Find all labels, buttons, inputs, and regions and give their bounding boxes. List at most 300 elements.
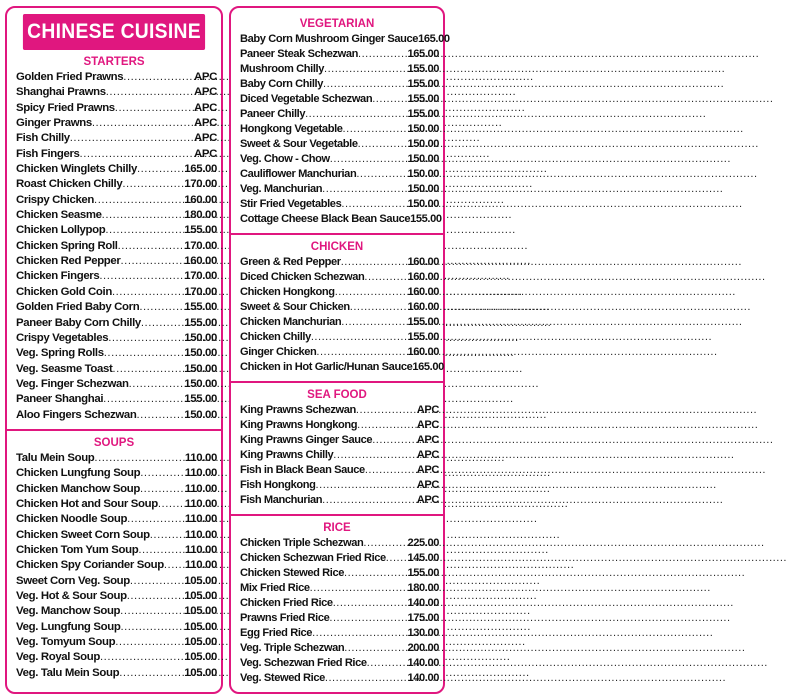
menu-item	[16, 254, 217, 269]
item-price: 155.00	[184, 393, 217, 406]
dot-leader	[367, 656, 408, 671]
menu-item	[16, 147, 217, 162]
dot-leader	[100, 650, 184, 665]
dot-leader	[129, 377, 185, 392]
item-name: Chicken Fingers	[16, 270, 100, 283]
menu-item	[240, 47, 439, 62]
dot-leader	[120, 604, 184, 619]
dot-leader	[333, 596, 408, 611]
dot-leader	[386, 551, 408, 566]
item-price: 165.00	[412, 361, 444, 373]
dot-leader	[341, 315, 407, 330]
dot-leader	[305, 107, 407, 122]
item-price: 160.00	[407, 346, 439, 358]
dot-leader	[333, 448, 416, 463]
menu-item	[16, 239, 217, 254]
item-price: 150.00	[407, 123, 439, 135]
item-price: 160.00	[184, 193, 217, 206]
menu-item	[240, 671, 439, 686]
menu-item	[16, 497, 217, 512]
menu-item	[240, 255, 439, 270]
menu-item	[16, 392, 217, 407]
menu-item	[240, 300, 439, 315]
menu-item	[16, 346, 217, 361]
item-name: Chicken Spring Roll	[16, 239, 118, 252]
item-price: APC	[416, 404, 439, 416]
item-name: Sweet Corn Veg. Soup	[16, 574, 130, 587]
item-price: 110.00	[184, 482, 217, 495]
menu-item	[240, 478, 439, 493]
item-price: 140.00	[407, 657, 439, 669]
item-name: Crispy Chicken	[16, 193, 95, 206]
dot-leader	[115, 101, 194, 116]
dot-leader	[105, 223, 184, 238]
item-name: Chicken Lungfung Soup	[16, 467, 141, 480]
menu-item	[16, 451, 217, 466]
menu-item	[240, 433, 439, 448]
item-name: Baby Corn Chilly	[240, 78, 323, 90]
dot-leader	[356, 167, 407, 182]
item-name: Veg. Finger Schezwan	[16, 377, 129, 390]
menu-item	[240, 77, 439, 92]
dot-leader	[94, 451, 184, 466]
dot-leader	[344, 641, 407, 656]
menu-item	[16, 285, 217, 300]
item-price: APC	[194, 117, 217, 130]
item-price: 110.00	[184, 513, 217, 526]
item-price: APC	[194, 147, 217, 160]
item-price: 225.00	[407, 537, 439, 549]
item-price: 155.00	[407, 63, 439, 75]
dot-leader	[158, 497, 185, 512]
menu-item	[16, 131, 217, 146]
menu-item	[16, 193, 217, 208]
item-price: 105.00	[184, 651, 217, 664]
item-name: Fish Manchurian	[240, 494, 323, 506]
menu-item	[240, 137, 439, 152]
item-price: 105.00	[184, 666, 217, 679]
item-name: Stir Fried Vegetables	[240, 198, 342, 210]
item-price: 165.00	[407, 48, 439, 60]
section-heading-chicken: CHICKEN	[310, 241, 364, 253]
menu-item	[240, 551, 439, 566]
item-name: Baby Corn Mushroom Ginger Sauce	[240, 33, 419, 45]
menu-item	[240, 107, 439, 122]
item-name: Cauliflower Manchurian	[240, 168, 357, 180]
dot-leader	[311, 330, 408, 345]
section-divider	[231, 233, 443, 235]
item-price: 150.00	[184, 347, 217, 360]
item-name: Sweet & Sour Vegetable	[240, 138, 358, 150]
item-name: Paneer Steak Schezwan	[240, 48, 359, 60]
dot-leader	[118, 239, 185, 254]
menu-item	[240, 448, 439, 463]
item-price: 105.00	[184, 636, 217, 649]
dot-leader	[316, 478, 417, 493]
item-name: Veg. Seasme Toast	[16, 362, 113, 375]
starters-list	[7, 70, 221, 423]
item-name: Paneer Baby Corn Chilly	[16, 316, 141, 329]
dot-leader	[356, 403, 417, 418]
item-price: 155.00	[184, 301, 217, 314]
item-name: Chicken Hot and Sour Soup	[16, 497, 158, 510]
item-name: King Prawns Ginger Sauce	[240, 434, 373, 446]
dot-leader	[138, 543, 185, 558]
section-divider	[7, 429, 221, 431]
dot-leader	[140, 466, 185, 481]
menu-item	[240, 315, 439, 330]
item-name: Ginger Prawns	[16, 117, 92, 130]
menu-item	[240, 611, 439, 626]
item-price: APC	[416, 434, 439, 446]
menu-item	[16, 331, 217, 346]
item-name: Veg. Royal Soup	[16, 651, 100, 664]
item-name: Veg. Hot & Sour Soup	[16, 590, 127, 602]
dot-leader	[122, 177, 184, 192]
section-divider	[231, 381, 443, 383]
menu-item	[16, 408, 217, 423]
item-name: Fish Hongkong	[240, 479, 316, 491]
item-price: 110.00	[184, 467, 217, 480]
dot-leader	[329, 611, 407, 626]
menu-item	[240, 182, 439, 197]
item-name: Mushroom Chilly	[240, 63, 324, 75]
item-price: 150.00	[407, 168, 439, 180]
menu-item	[240, 167, 439, 182]
item-price: 150.00	[184, 331, 217, 344]
item-price: 145.00	[407, 552, 439, 564]
menu-item	[240, 32, 450, 47]
dot-leader	[343, 122, 408, 137]
item-name: Chicken Gold Coin	[16, 285, 112, 298]
item-price: 155.00	[407, 78, 439, 90]
section-heading-soups: SOUPS	[93, 436, 135, 449]
menu-column-right	[229, 6, 450, 694]
item-name: Chicken Spy Coriander Soup	[16, 559, 164, 572]
item-price: 155.00	[410, 213, 442, 225]
dot-leader	[112, 362, 184, 377]
item-price: 170.00	[184, 239, 217, 252]
vegetarian-list	[231, 32, 450, 227]
menu-item	[16, 604, 217, 619]
section-heading-rice: RICE	[323, 522, 351, 534]
menu-item	[16, 620, 217, 635]
item-price: APC	[194, 101, 217, 114]
dot-leader	[312, 626, 407, 641]
item-price: APC	[416, 449, 439, 461]
dot-leader	[130, 574, 184, 589]
item-price: 105.00	[184, 590, 217, 602]
item-price: 155.00	[407, 567, 439, 579]
item-price: 155.00	[407, 108, 439, 120]
menu-item	[240, 92, 439, 107]
item-name: Veg. Chow - Chow	[240, 153, 330, 165]
menu-item	[240, 62, 439, 77]
dot-leader	[324, 62, 407, 77]
dot-leader	[137, 162, 184, 177]
menu-item	[240, 626, 439, 641]
menu-item	[240, 122, 439, 137]
seafood-list	[231, 403, 443, 508]
item-name: Green & Red Pepper	[240, 256, 341, 268]
item-name: Golden Fried Prawns	[16, 71, 124, 83]
menu-item	[16, 362, 217, 377]
dot-leader	[325, 671, 408, 686]
item-name: Chicken Sweet Corn Soup	[16, 528, 150, 541]
item-name: Veg. Talu Mein Soup	[16, 666, 120, 679]
dot-leader	[104, 346, 185, 361]
item-price: 170.00	[184, 178, 217, 191]
dot-leader	[150, 528, 185, 543]
dot-leader	[335, 285, 408, 300]
item-name: Aloo Fingers Schezwan	[16, 408, 137, 421]
dot-leader	[357, 418, 417, 433]
dot-leader	[127, 589, 185, 604]
soups-list	[7, 451, 221, 681]
dot-leader	[310, 581, 408, 596]
dot-leader	[358, 47, 407, 62]
item-name: Chicken Noodle Soup	[16, 513, 128, 526]
menu-item	[16, 377, 217, 392]
item-name: Hongkong Vegetable	[240, 123, 343, 135]
menu-item	[240, 596, 439, 611]
menu-item	[16, 116, 217, 131]
menu-item	[16, 589, 217, 604]
menu-item	[16, 466, 217, 481]
item-price: APC	[416, 464, 439, 476]
item-price: 150.00	[407, 138, 439, 150]
menu-item	[16, 177, 217, 192]
item-price: 155.00	[184, 316, 217, 329]
dot-leader	[108, 331, 184, 346]
dot-leader	[137, 408, 185, 423]
menu-item	[240, 463, 439, 478]
item-name: Veg. Manchurian	[240, 183, 323, 195]
item-name: Chicken Lollypop	[16, 224, 106, 237]
item-price: 155.00	[407, 93, 439, 105]
menu-item	[240, 270, 439, 285]
dot-leader	[106, 85, 194, 100]
item-price: APC	[194, 86, 217, 99]
item-name: Veg. Manchow Soup	[16, 605, 121, 618]
item-name: Veg. Stewed Rice	[240, 672, 325, 684]
item-name: Veg. Lungfung Soup	[16, 620, 121, 633]
menu-item	[16, 650, 217, 665]
item-price: 150.00	[407, 183, 439, 195]
item-name: Shanghai Prawns	[16, 86, 106, 99]
item-price: 170.00	[184, 270, 217, 283]
item-price: 140.00	[407, 672, 439, 684]
menu-item	[16, 101, 217, 116]
section-heading-seafood: SEA FOOD	[307, 389, 367, 401]
item-name: Veg. Spring Rolls	[16, 347, 104, 360]
item-price: APC	[416, 494, 439, 506]
dot-leader	[372, 433, 417, 448]
item-price: 140.00	[407, 597, 439, 609]
item-name: Prawns Fried Rice	[240, 612, 330, 624]
menu-item	[240, 152, 439, 167]
item-name: Spicy Fried Prawns	[16, 101, 115, 114]
menu-item	[240, 403, 439, 418]
menu-item	[240, 566, 439, 581]
item-price: 150.00	[184, 408, 217, 421]
section-heading-vegetarian: VEGETARIAN	[299, 18, 375, 30]
item-price: 180.00	[184, 209, 217, 222]
dot-leader	[80, 147, 194, 162]
item-name: King Prawns Schezwan	[240, 404, 356, 416]
dot-leader	[115, 635, 184, 650]
menu-item	[16, 208, 217, 223]
item-name: King Prawns Chilly	[240, 449, 334, 461]
item-name: Chicken Stewed Rice	[240, 567, 344, 579]
item-name: Chicken Red Pepper	[16, 255, 121, 268]
item-price: 150.00	[407, 153, 439, 165]
menu-item	[16, 558, 217, 573]
item-name: Talu Mein Soup	[16, 451, 95, 464]
item-price: 170.00	[184, 285, 217, 298]
item-name: Diced Vegetable Schezwan	[240, 93, 373, 105]
item-price: 130.00	[407, 627, 439, 639]
dot-leader	[119, 666, 184, 681]
item-name: Veg. Tomyum Soup	[16, 636, 116, 649]
item-price: 155.00	[407, 316, 439, 328]
dot-leader	[99, 269, 184, 284]
dot-leader	[140, 482, 185, 497]
menu-item	[16, 223, 217, 238]
menu-item	[16, 85, 217, 100]
item-name: Chicken in Hot Garlic/Hunan Sauce	[240, 361, 413, 373]
item-price: 105.00	[184, 605, 217, 618]
item-price: APC	[416, 419, 439, 431]
menu-item	[16, 300, 217, 315]
item-price: APC	[194, 132, 217, 145]
item-name: Roast Chicken Chilly	[16, 178, 123, 191]
dot-leader	[103, 392, 184, 407]
item-price: 180.00	[407, 582, 439, 594]
item-price: 165.00	[418, 33, 450, 45]
item-price: 160.00	[407, 271, 439, 283]
item-price: 150.00	[407, 198, 439, 210]
item-name: Chicken Winglets Chilly	[16, 163, 137, 176]
item-price: 155.00	[184, 224, 217, 237]
dot-leader	[92, 116, 194, 131]
item-name: Chicken Tom Yum Soup	[16, 543, 139, 556]
menu-item	[16, 512, 217, 527]
menu-item	[240, 345, 439, 360]
item-price: 105.00	[184, 574, 217, 587]
dot-leader	[364, 270, 407, 285]
item-name: Mix Fried Rice	[240, 582, 310, 594]
dot-leader	[344, 566, 407, 581]
menu-item	[16, 482, 217, 497]
menu-item	[16, 635, 217, 650]
item-name: Fish Chilly	[16, 132, 70, 145]
dot-leader	[127, 512, 185, 527]
menu-item	[16, 528, 217, 543]
item-price: 110.00	[184, 451, 217, 464]
item-name: Chicken Fried Rice	[240, 597, 333, 609]
dot-leader	[164, 558, 185, 573]
menu-column-left	[5, 6, 223, 694]
item-price: 160.00	[407, 286, 439, 298]
dot-leader	[316, 345, 407, 360]
item-name: Golden Fried Baby Corn	[16, 301, 140, 314]
menu-item	[16, 543, 217, 558]
dot-leader	[341, 197, 407, 212]
chicken-list	[231, 255, 443, 375]
item-name: Diced Chicken Schezwan	[240, 271, 365, 283]
menu-item	[16, 574, 217, 589]
menu-item	[16, 269, 217, 284]
item-price: 150.00	[184, 362, 217, 375]
item-name: Paneer Shanghai	[16, 393, 104, 406]
item-price: 150.00	[184, 377, 217, 390]
dot-leader	[123, 70, 194, 85]
item-name: Chicken Hongkong	[240, 286, 335, 298]
dot-leader	[120, 620, 184, 635]
dot-leader	[94, 193, 184, 208]
menu-item	[240, 285, 439, 300]
dot-leader	[363, 536, 407, 551]
item-name: Fish in Black Bean Sauce	[240, 464, 365, 476]
menu-item	[240, 536, 439, 551]
item-name: Crispy Vegetables	[16, 331, 109, 344]
menu-item	[240, 360, 444, 375]
dot-leader	[358, 137, 408, 152]
item-name: Chicken Triple Schezwan	[240, 537, 364, 549]
item-price: 200.00	[407, 642, 439, 654]
dot-leader	[330, 152, 408, 167]
item-name: Ginger Chicken	[240, 346, 317, 358]
item-price: 110.00	[184, 497, 217, 510]
item-name: Chicken Manchurian	[240, 316, 342, 328]
menu-title: CHINESE CUISINE	[23, 14, 205, 50]
menu-item	[240, 212, 442, 227]
item-name: Veg. Schezwan Fried Rice	[240, 657, 367, 669]
menu-item	[240, 197, 439, 212]
item-price: 110.00	[184, 528, 217, 541]
item-price: 110.00	[184, 559, 217, 572]
dot-leader	[323, 77, 407, 92]
dot-leader	[322, 182, 407, 197]
item-price: 155.00	[407, 331, 439, 343]
dot-leader	[102, 208, 185, 223]
item-price: 160.00	[184, 255, 217, 268]
menu-item	[16, 162, 217, 177]
item-price: 160.00	[407, 301, 439, 313]
item-price: 105.00	[184, 620, 217, 633]
menu-item	[16, 666, 217, 681]
item-name: Chicken Manchow Soup	[16, 482, 141, 495]
item-name: Egg Fried Rice	[240, 627, 313, 639]
dot-leader	[139, 300, 184, 315]
item-name: Chicken Schezwan Fried Rice	[240, 552, 386, 564]
dot-leader	[365, 463, 417, 478]
menu-item	[16, 316, 217, 331]
dot-leader	[70, 131, 194, 146]
item-price: APC	[416, 479, 439, 491]
section-divider	[231, 514, 443, 516]
item-name: Chicken Chilly	[240, 331, 311, 343]
rice-list	[231, 536, 443, 686]
item-name: Fish Fingers	[16, 147, 80, 160]
item-price: 165.00	[184, 163, 217, 176]
item-price: 110.00	[184, 543, 217, 556]
item-name: Cottage Cheese Black Bean Sauce	[240, 213, 411, 225]
dot-leader	[322, 493, 417, 508]
item-price: APC	[194, 71, 217, 83]
item-name: Chicken Seasme	[16, 209, 102, 222]
